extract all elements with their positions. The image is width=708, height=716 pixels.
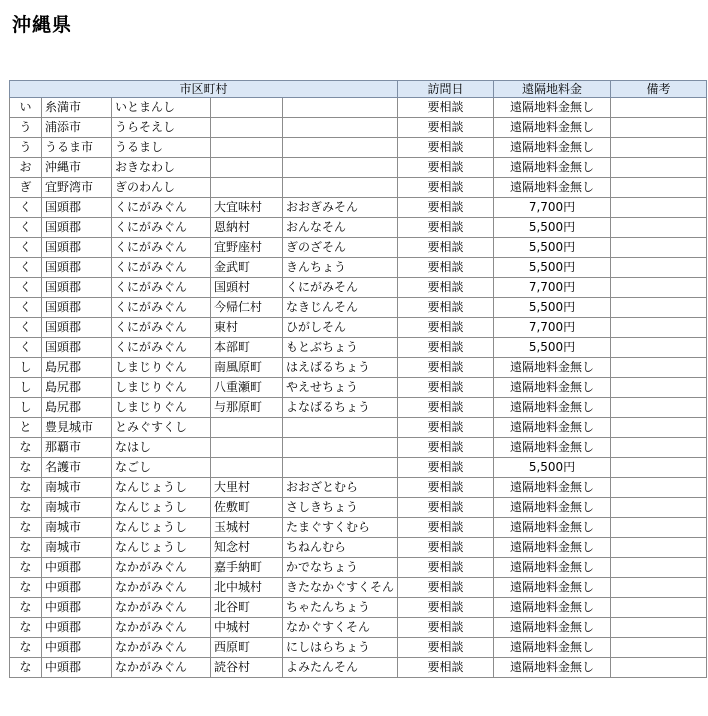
city-cell: 国頭郡: [42, 318, 112, 338]
town-cell: 恩納村: [211, 218, 283, 238]
remote-fee-cell: 遠隔地料金無し: [494, 658, 611, 678]
city-cell: 島尻郡: [42, 378, 112, 398]
table-row: [10, 578, 707, 598]
city-reading-cell: くにがみぐん: [112, 298, 211, 318]
table-header-row: [10, 81, 707, 98]
table-row: [10, 438, 707, 458]
remote-fee-cell: 5,500円: [494, 338, 611, 358]
city-cell: 国頭郡: [42, 298, 112, 318]
page-title: 沖縄県: [12, 14, 73, 36]
header-remote-fee: 遠隔地料金: [494, 81, 611, 98]
town-reading-cell: [283, 138, 398, 158]
visit-day-cell: 要相談: [398, 178, 494, 198]
remote-fee-cell: 5,500円: [494, 298, 611, 318]
remote-fee-cell: 7,700円: [494, 198, 611, 218]
kana-index-cell: な: [10, 618, 42, 638]
city-reading-cell: うるまし: [112, 138, 211, 158]
city-reading-cell: なんじょうし: [112, 518, 211, 538]
visit-day-cell: 要相談: [398, 618, 494, 638]
city-cell: 中頭郡: [42, 598, 112, 618]
remote-fee-cell: 遠隔地料金無し: [494, 98, 611, 118]
remote-fee-cell: 遠隔地料金無し: [494, 138, 611, 158]
kana-index-cell: く: [10, 198, 42, 218]
town-reading-cell: よみたんそん: [283, 658, 398, 678]
city-cell: 名護市: [42, 458, 112, 478]
notes-cell: [611, 338, 707, 358]
visit-day-cell: 要相談: [398, 418, 494, 438]
kana-index-cell: う: [10, 138, 42, 158]
town-reading-cell: なきじんそん: [283, 298, 398, 318]
city-reading-cell: しまじりぐん: [112, 398, 211, 418]
visit-day-cell: 要相談: [398, 98, 494, 118]
town-reading-cell: やえせちょう: [283, 378, 398, 398]
city-cell: 国頭郡: [42, 278, 112, 298]
visit-day-cell: 要相談: [398, 518, 494, 538]
notes-cell: [611, 258, 707, 278]
notes-cell: [611, 458, 707, 478]
town-cell: [211, 458, 283, 478]
town-reading-cell: くにがみそん: [283, 278, 398, 298]
city-cell: 中頭郡: [42, 638, 112, 658]
visit-day-cell: 要相談: [398, 218, 494, 238]
town-cell: [211, 178, 283, 198]
city-cell: 南城市: [42, 498, 112, 518]
city-reading-cell: なかがみぐん: [112, 618, 211, 638]
visit-day-cell: 要相談: [398, 258, 494, 278]
notes-cell: [611, 378, 707, 398]
city-reading-cell: いとまんし: [112, 98, 211, 118]
area-fee-table: [9, 80, 707, 678]
remote-fee-cell: 遠隔地料金無し: [494, 118, 611, 138]
town-cell: 佐敷町: [211, 498, 283, 518]
kana-index-cell: い: [10, 98, 42, 118]
table-row: [10, 258, 707, 278]
notes-cell: [611, 138, 707, 158]
table-row: [10, 278, 707, 298]
city-reading-cell: ぎのわんし: [112, 178, 211, 198]
visit-day-cell: 要相談: [398, 458, 494, 478]
city-reading-cell: くにがみぐん: [112, 238, 211, 258]
remote-fee-cell: 遠隔地料金無し: [494, 178, 611, 198]
remote-fee-cell: 遠隔地料金無し: [494, 438, 611, 458]
kana-index-cell: く: [10, 258, 42, 278]
visit-day-cell: 要相談: [398, 598, 494, 618]
town-reading-cell: [283, 418, 398, 438]
table-row: [10, 618, 707, 638]
town-cell: 八重瀬町: [211, 378, 283, 398]
table-row: [10, 298, 707, 318]
town-cell: 東村: [211, 318, 283, 338]
notes-cell: [611, 518, 707, 538]
table-row: [10, 338, 707, 358]
table-row: [10, 198, 707, 218]
kana-index-cell: な: [10, 638, 42, 658]
table-row: [10, 358, 707, 378]
remote-fee-cell: 遠隔地料金無し: [494, 518, 611, 538]
visit-day-cell: 要相談: [398, 438, 494, 458]
kana-index-cell: な: [10, 538, 42, 558]
kana-index-cell: く: [10, 338, 42, 358]
remote-fee-cell: 遠隔地料金無し: [494, 638, 611, 658]
kana-index-cell: ぎ: [10, 178, 42, 198]
table-row: [10, 658, 707, 678]
remote-fee-cell: 遠隔地料金無し: [494, 578, 611, 598]
town-cell: [211, 138, 283, 158]
table-row: [10, 318, 707, 338]
notes-cell: [611, 638, 707, 658]
city-cell: 国頭郡: [42, 198, 112, 218]
city-cell: 中頭郡: [42, 558, 112, 578]
table-row: [10, 418, 707, 438]
table-row: [10, 538, 707, 558]
notes-cell: [611, 198, 707, 218]
town-reading-cell: よなばるちょう: [283, 398, 398, 418]
visit-day-cell: 要相談: [398, 398, 494, 418]
town-reading-cell: おおざとむら: [283, 478, 398, 498]
table-row: [10, 598, 707, 618]
city-cell: 中頭郡: [42, 618, 112, 638]
visit-day-cell: 要相談: [398, 198, 494, 218]
kana-index-cell: く: [10, 278, 42, 298]
town-reading-cell: きたなかぐすくそん: [283, 578, 398, 598]
city-cell: 浦添市: [42, 118, 112, 138]
notes-cell: [611, 558, 707, 578]
notes-cell: [611, 398, 707, 418]
city-reading-cell: くにがみぐん: [112, 218, 211, 238]
remote-fee-cell: 遠隔地料金無し: [494, 478, 611, 498]
town-cell: 大里村: [211, 478, 283, 498]
town-cell: 北中城村: [211, 578, 283, 598]
remote-fee-cell: 遠隔地料金無し: [494, 498, 611, 518]
visit-day-cell: 要相談: [398, 118, 494, 138]
remote-fee-cell: 遠隔地料金無し: [494, 378, 611, 398]
city-cell: 国頭郡: [42, 218, 112, 238]
table-row: [10, 378, 707, 398]
table-row: [10, 158, 707, 178]
city-cell: 宜野湾市: [42, 178, 112, 198]
table-row: [10, 478, 707, 498]
kana-index-cell: な: [10, 578, 42, 598]
visit-day-cell: 要相談: [398, 378, 494, 398]
visit-day-cell: 要相談: [398, 538, 494, 558]
city-cell: うるま市: [42, 138, 112, 158]
kana-index-cell: な: [10, 598, 42, 618]
kana-index-cell: な: [10, 478, 42, 498]
town-reading-cell: [283, 438, 398, 458]
town-cell: [211, 98, 283, 118]
table-row: [10, 398, 707, 418]
city-cell: 南城市: [42, 538, 112, 558]
city-cell: 糸満市: [42, 98, 112, 118]
town-reading-cell: [283, 118, 398, 138]
remote-fee-cell: 5,500円: [494, 258, 611, 278]
visit-day-cell: 要相談: [398, 298, 494, 318]
kana-index-cell: と: [10, 418, 42, 438]
remote-fee-cell: 遠隔地料金無し: [494, 618, 611, 638]
remote-fee-cell: 遠隔地料金無し: [494, 398, 611, 418]
remote-fee-cell: 7,700円: [494, 278, 611, 298]
notes-cell: [611, 178, 707, 198]
table-row: [10, 638, 707, 658]
remote-fee-cell: 7,700円: [494, 318, 611, 338]
visit-day-cell: 要相談: [398, 558, 494, 578]
town-reading-cell: ぎのざそん: [283, 238, 398, 258]
table-row: [10, 138, 707, 158]
notes-cell: [611, 118, 707, 138]
city-reading-cell: なごし: [112, 458, 211, 478]
city-reading-cell: おきなわし: [112, 158, 211, 178]
city-reading-cell: なんじょうし: [112, 498, 211, 518]
notes-cell: [611, 658, 707, 678]
town-reading-cell: きんちょう: [283, 258, 398, 278]
remote-fee-cell: 遠隔地料金無し: [494, 538, 611, 558]
town-reading-cell: はえばるちょう: [283, 358, 398, 378]
town-cell: 南風原町: [211, 358, 283, 378]
city-cell: 国頭郡: [42, 258, 112, 278]
city-reading-cell: くにがみぐん: [112, 318, 211, 338]
town-cell: 国頭村: [211, 278, 283, 298]
town-cell: 西原町: [211, 638, 283, 658]
kana-index-cell: な: [10, 438, 42, 458]
notes-cell: [611, 618, 707, 638]
town-reading-cell: [283, 98, 398, 118]
town-cell: [211, 118, 283, 138]
city-reading-cell: くにがみぐん: [112, 338, 211, 358]
table-row: [10, 518, 707, 538]
city-cell: 国頭郡: [42, 338, 112, 358]
visit-day-cell: 要相談: [398, 578, 494, 598]
remote-fee-cell: 5,500円: [494, 218, 611, 238]
town-cell: 玉城村: [211, 518, 283, 538]
kana-index-cell: く: [10, 298, 42, 318]
visit-day-cell: 要相談: [398, 638, 494, 658]
kana-index-cell: く: [10, 218, 42, 238]
table-body: [10, 98, 707, 678]
notes-cell: [611, 418, 707, 438]
city-reading-cell: しまじりぐん: [112, 358, 211, 378]
kana-index-cell: し: [10, 378, 42, 398]
visit-day-cell: 要相談: [398, 138, 494, 158]
visit-day-cell: 要相談: [398, 498, 494, 518]
city-cell: 島尻郡: [42, 398, 112, 418]
town-reading-cell: にしはらちょう: [283, 638, 398, 658]
city-cell: 中頭郡: [42, 578, 112, 598]
town-cell: 金武町: [211, 258, 283, 278]
city-reading-cell: なかがみぐん: [112, 558, 211, 578]
notes-cell: [611, 238, 707, 258]
town-reading-cell: もとぶちょう: [283, 338, 398, 358]
table-row: [10, 178, 707, 198]
town-cell: [211, 418, 283, 438]
city-reading-cell: なんじょうし: [112, 538, 211, 558]
notes-cell: [611, 498, 707, 518]
town-cell: [211, 158, 283, 178]
city-reading-cell: なかがみぐん: [112, 658, 211, 678]
town-reading-cell: ちゃたんちょう: [283, 598, 398, 618]
remote-fee-cell: 遠隔地料金無し: [494, 418, 611, 438]
city-cell: 南城市: [42, 518, 112, 538]
visit-day-cell: 要相談: [398, 478, 494, 498]
kana-index-cell: お: [10, 158, 42, 178]
city-cell: 国頭郡: [42, 238, 112, 258]
city-reading-cell: くにがみぐん: [112, 258, 211, 278]
kana-index-cell: な: [10, 498, 42, 518]
notes-cell: [611, 358, 707, 378]
remote-fee-cell: 遠隔地料金無し: [494, 598, 611, 618]
table-row: [10, 118, 707, 138]
header-area: 市区町村: [10, 81, 398, 98]
town-reading-cell: [283, 158, 398, 178]
town-reading-cell: おんなそん: [283, 218, 398, 238]
town-reading-cell: たまぐすくむら: [283, 518, 398, 538]
kana-index-cell: し: [10, 398, 42, 418]
city-cell: 南城市: [42, 478, 112, 498]
remote-fee-cell: 5,500円: [494, 238, 611, 258]
notes-cell: [611, 158, 707, 178]
remote-fee-cell: 5,500円: [494, 458, 611, 478]
town-reading-cell: なかぐすくそん: [283, 618, 398, 638]
visit-day-cell: 要相談: [398, 318, 494, 338]
city-cell: 島尻郡: [42, 358, 112, 378]
table-row: [10, 498, 707, 518]
city-reading-cell: なはし: [112, 438, 211, 458]
table-row: [10, 558, 707, 578]
town-cell: 嘉手納町: [211, 558, 283, 578]
notes-cell: [611, 598, 707, 618]
kana-index-cell: く: [10, 238, 42, 258]
town-cell: 本部町: [211, 338, 283, 358]
city-reading-cell: なかがみぐん: [112, 638, 211, 658]
remote-fee-cell: 遠隔地料金無し: [494, 158, 611, 178]
city-reading-cell: くにがみぐん: [112, 198, 211, 218]
visit-day-cell: 要相談: [398, 658, 494, 678]
city-cell: 沖縄市: [42, 158, 112, 178]
header-visit-day: 訪問日: [398, 81, 494, 98]
visit-day-cell: 要相談: [398, 338, 494, 358]
city-reading-cell: なかがみぐん: [112, 598, 211, 618]
town-reading-cell: おおぎみそん: [283, 198, 398, 218]
city-reading-cell: とみぐすくし: [112, 418, 211, 438]
city-reading-cell: しまじりぐん: [112, 378, 211, 398]
notes-cell: [611, 318, 707, 338]
town-cell: 与那原町: [211, 398, 283, 418]
visit-day-cell: 要相談: [398, 238, 494, 258]
notes-cell: [611, 278, 707, 298]
town-cell: [211, 438, 283, 458]
remote-fee-cell: 遠隔地料金無し: [494, 358, 611, 378]
town-cell: 読谷村: [211, 658, 283, 678]
town-reading-cell: [283, 178, 398, 198]
town-cell: 大宜味村: [211, 198, 283, 218]
kana-index-cell: な: [10, 518, 42, 538]
header-notes: 備考: [611, 81, 707, 98]
visit-day-cell: 要相談: [398, 358, 494, 378]
notes-cell: [611, 298, 707, 318]
remote-fee-cell: 遠隔地料金無し: [494, 558, 611, 578]
table-row: [10, 98, 707, 118]
notes-cell: [611, 578, 707, 598]
table-row: [10, 458, 707, 478]
notes-cell: [611, 218, 707, 238]
kana-index-cell: し: [10, 358, 42, 378]
city-cell: 中頭郡: [42, 658, 112, 678]
notes-cell: [611, 478, 707, 498]
table-row: [10, 218, 707, 238]
city-reading-cell: くにがみぐん: [112, 278, 211, 298]
town-reading-cell: かでなちょう: [283, 558, 398, 578]
notes-cell: [611, 98, 707, 118]
town-reading-cell: ひがしそん: [283, 318, 398, 338]
kana-index-cell: な: [10, 458, 42, 478]
table-row: [10, 238, 707, 258]
town-reading-cell: さしきちょう: [283, 498, 398, 518]
town-cell: 知念村: [211, 538, 283, 558]
notes-cell: [611, 438, 707, 458]
kana-index-cell: く: [10, 318, 42, 338]
town-cell: 宜野座村: [211, 238, 283, 258]
town-cell: 今帰仁村: [211, 298, 283, 318]
notes-cell: [611, 538, 707, 558]
kana-index-cell: な: [10, 558, 42, 578]
town-reading-cell: [283, 458, 398, 478]
city-reading-cell: なんじょうし: [112, 478, 211, 498]
visit-day-cell: 要相談: [398, 278, 494, 298]
kana-index-cell: な: [10, 658, 42, 678]
town-reading-cell: ちねんむら: [283, 538, 398, 558]
visit-day-cell: 要相談: [398, 158, 494, 178]
city-cell: 豊見城市: [42, 418, 112, 438]
city-reading-cell: なかがみぐん: [112, 578, 211, 598]
kana-index-cell: う: [10, 118, 42, 138]
city-cell: 那覇市: [42, 438, 112, 458]
town-cell: 中城村: [211, 618, 283, 638]
town-cell: 北谷町: [211, 598, 283, 618]
city-reading-cell: うらそえし: [112, 118, 211, 138]
